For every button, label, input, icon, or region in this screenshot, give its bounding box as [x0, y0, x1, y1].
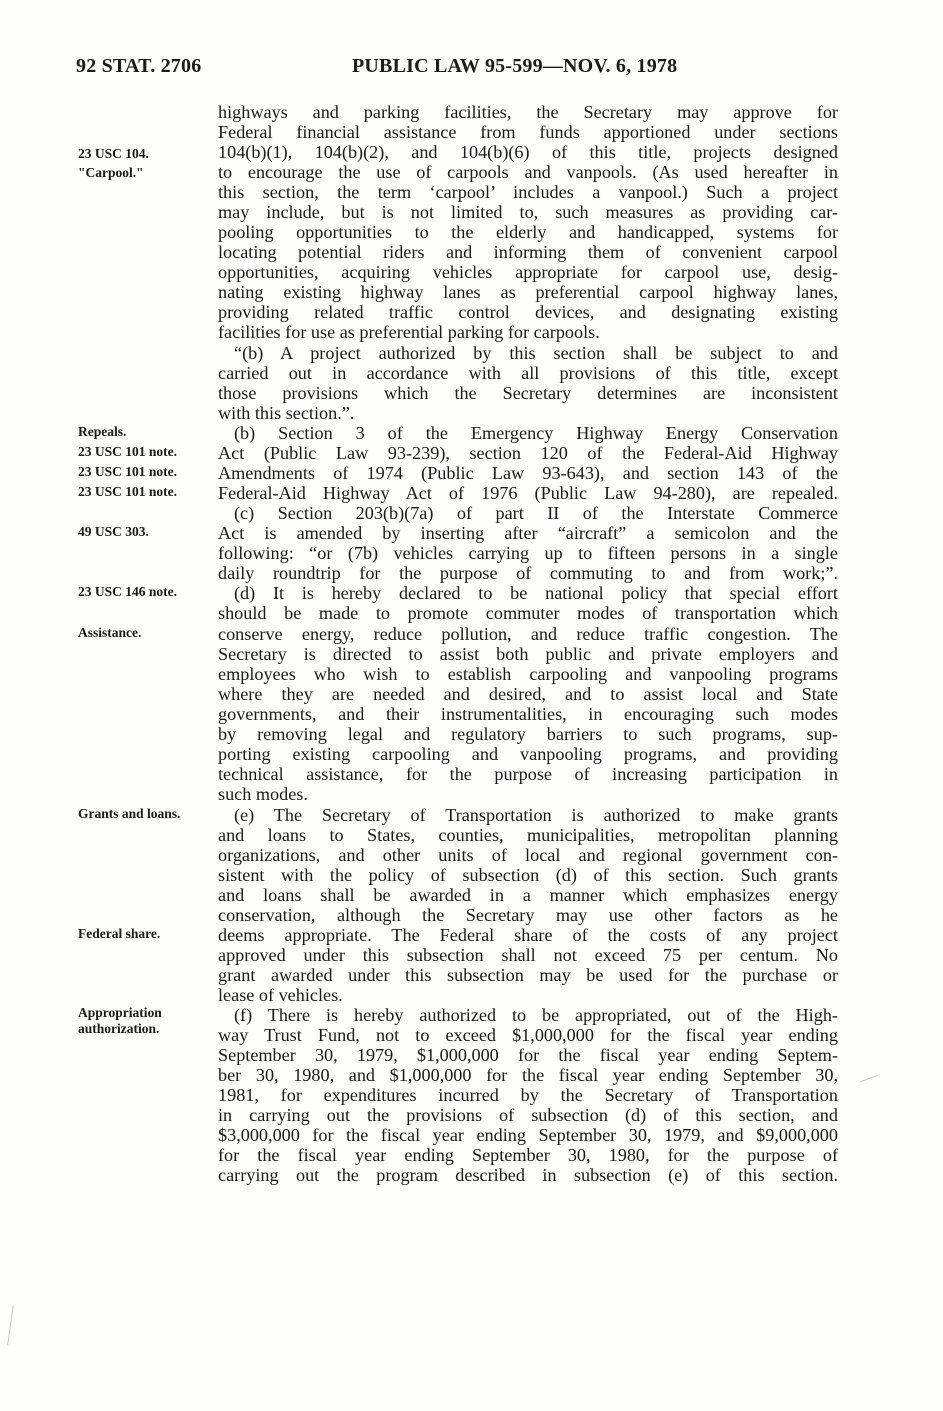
text-line: 1981, for expenditures incurred by the Secretary of Transportation	[218, 1085, 838, 1105]
margin-note-usc-146: 23 USC 146 note.	[78, 584, 178, 599]
text-line: daily roundtrip for the purpose of commuting to and from work;”.	[218, 563, 838, 583]
text-line: way Trust Fund, not to exceed $1,000,000 for the fiscal year ending	[218, 1025, 838, 1045]
paragraph-first-line: (d) It is hereby declared to be national policy that special effort	[234, 583, 838, 603]
paragraph-first-line: (f) There is hereby authorized to be appropriated, out of the High-	[234, 1005, 838, 1025]
text-line: with this section.”.	[218, 403, 355, 423]
text-line: carried out in accordance with all provisions of this title, except	[218, 363, 838, 383]
text-line: where they are needed and desired, and to assist local and State	[218, 684, 838, 704]
running-header-title: PUBLIC LAW 95-599—NOV. 6, 1978	[352, 55, 678, 77]
text-line: opportunities, acquiring vehicles appropriate for carpool use, desig-	[218, 262, 838, 282]
margin-note-usc-104: 23 USC 104.	[78, 146, 149, 161]
text-line: Federal-Aid Highway Act of 1976 (Public Law 94-280), are repealed.	[218, 483, 838, 503]
margin-note-repeals: Repeals.	[78, 424, 127, 439]
text-line: providing related traffic control devices, and designating existing	[218, 302, 838, 322]
text-line: following: “or (7b) vehicles carrying up to fifteen persons in a single	[218, 543, 838, 563]
text-line: porting existing carpooling and vanpooling programs, and providing	[218, 744, 838, 764]
paragraph-first-line: (c) Section 203(b)(7a) of part II of the Interstate Commerce	[234, 503, 838, 523]
text-line: by removing legal and regulatory barriers to such programs, sup-	[218, 724, 838, 744]
text-line: $3,000,000 for the fiscal year ending September 30, 1979, and $9,000,000	[218, 1125, 838, 1145]
text-line: Act (Public Law 93-239), section 120 of the Federal-Aid Highway	[218, 443, 838, 463]
text-line: locating potential riders and informing them of convenient carpool	[218, 242, 838, 262]
text-line: and loans shall be awarded in a manner which emphasizes energy	[218, 885, 838, 905]
text-line: lease of vehicles.	[218, 985, 343, 1005]
text-line: ber 30, 1980, and $1,000,000 for the fiscal year ending September 30,	[218, 1065, 838, 1085]
margin-note-assistance: Assistance.	[78, 625, 142, 640]
text-line: conservation, although the Secretary may use other factors as he	[218, 905, 838, 925]
margin-note-federal-share: Federal share.	[78, 926, 161, 941]
text-line: may include, but is not limited to, such measures as providing car-	[218, 202, 838, 222]
stat-page-number: 92 STAT. 2706	[76, 55, 202, 77]
text-line: nating existing highway lanes as preferential carpool highway lanes,	[218, 282, 838, 302]
text-line: September 30, 1979, $1,000,000 for the fiscal year ending Septem-	[218, 1045, 838, 1065]
text-line: organizations, and other units of local and regional government con-	[218, 845, 838, 865]
text-line: for the fiscal year ending September 30, 1980, for the purpose of	[218, 1145, 838, 1165]
margin-note-usc-101-c: 23 USC 101 note.	[78, 484, 178, 499]
text-line: and loans to States, counties, municipalities, metropolitan planning	[218, 825, 838, 845]
text-line: those provisions which the Secretary determines are inconsistent	[218, 383, 838, 403]
text-line: Amendments of 1974 (Public Law 93-643), and section 143 of the	[218, 463, 838, 483]
text-line: should be made to promote commuter modes of transportation which	[218, 603, 838, 623]
margin-note-carpool: "Carpool."	[78, 165, 144, 180]
margin-note-usc-101-b: 23 USC 101 note.	[78, 464, 178, 479]
paragraph-first-line: “(b) A project authorized by this section shall be subject to and	[234, 343, 838, 363]
text-line: employees who wish to establish carpooling and vanpooling programs	[218, 664, 838, 684]
text-line: Secretary is directed to assist both public and private employers and	[218, 644, 838, 664]
text-line: this section, the term ‘carpool’ includes a vanpool.) Such a project	[218, 182, 838, 202]
margin-note-usc-49-303: 49 USC 303.	[78, 524, 149, 539]
text-line: governments, and their instrumentalities, in encouraging such modes	[218, 704, 838, 724]
margin-note-usc-101-a: 23 USC 101 note.	[78, 444, 178, 459]
text-line: carrying out the program described in subsection (e) of this section.	[218, 1165, 838, 1185]
scan-artifact-mark	[860, 1075, 877, 1082]
margin-note-grants-loans: Grants and loans.	[78, 806, 181, 821]
text-line: conserve energy, reduce pollution, and reduce traffic congestion. The	[218, 624, 838, 644]
text-line: to encourage the use of carpools and vanpools. (As used hereafter in	[218, 162, 838, 182]
margin-note-authorization: authorization.	[78, 1021, 160, 1036]
text-line: in carrying out the provisions of subsection (d) of this section, and	[218, 1105, 838, 1125]
text-line: facilities for use as preferential parking for carpools.	[218, 322, 600, 342]
text-line: highways and parking facilities, the Secretary may approve for	[218, 102, 838, 122]
paragraph-first-line: (b) Section 3 of the Emergency Highway Energy Conservation	[234, 423, 838, 443]
text-line: 104(b)(1), 104(b)(2), and 104(b)(6) of this title, projects designed	[218, 142, 838, 162]
text-line: technical assistance, for the purpose of increasing participation in	[218, 764, 838, 784]
text-line: grant awarded under this subsection may be used for the purchase or	[218, 965, 838, 985]
text-line: such modes.	[218, 784, 308, 804]
margin-note-appropriation: Appropriation	[78, 1005, 162, 1020]
scan-artifact-mark	[7, 1305, 14, 1345]
paragraph-first-line: (e) The Secretary of Transportation is authorized to make grants	[234, 805, 838, 825]
text-line: pooling opportunities to the elderly and handicapped, systems for	[218, 222, 838, 242]
text-line: sistent with the policy of subsection (d) of this section. Such grants	[218, 865, 838, 885]
text-line: Act is amended by inserting after “aircraft” a semicolon and the	[218, 523, 838, 543]
text-line: Federal financial assistance from funds apportioned under sections	[218, 122, 838, 142]
text-line: deems appropriate. The Federal share of the costs of any project	[218, 925, 838, 945]
text-line: approved under this subsection shall not exceed 75 per centum. No	[218, 945, 838, 965]
